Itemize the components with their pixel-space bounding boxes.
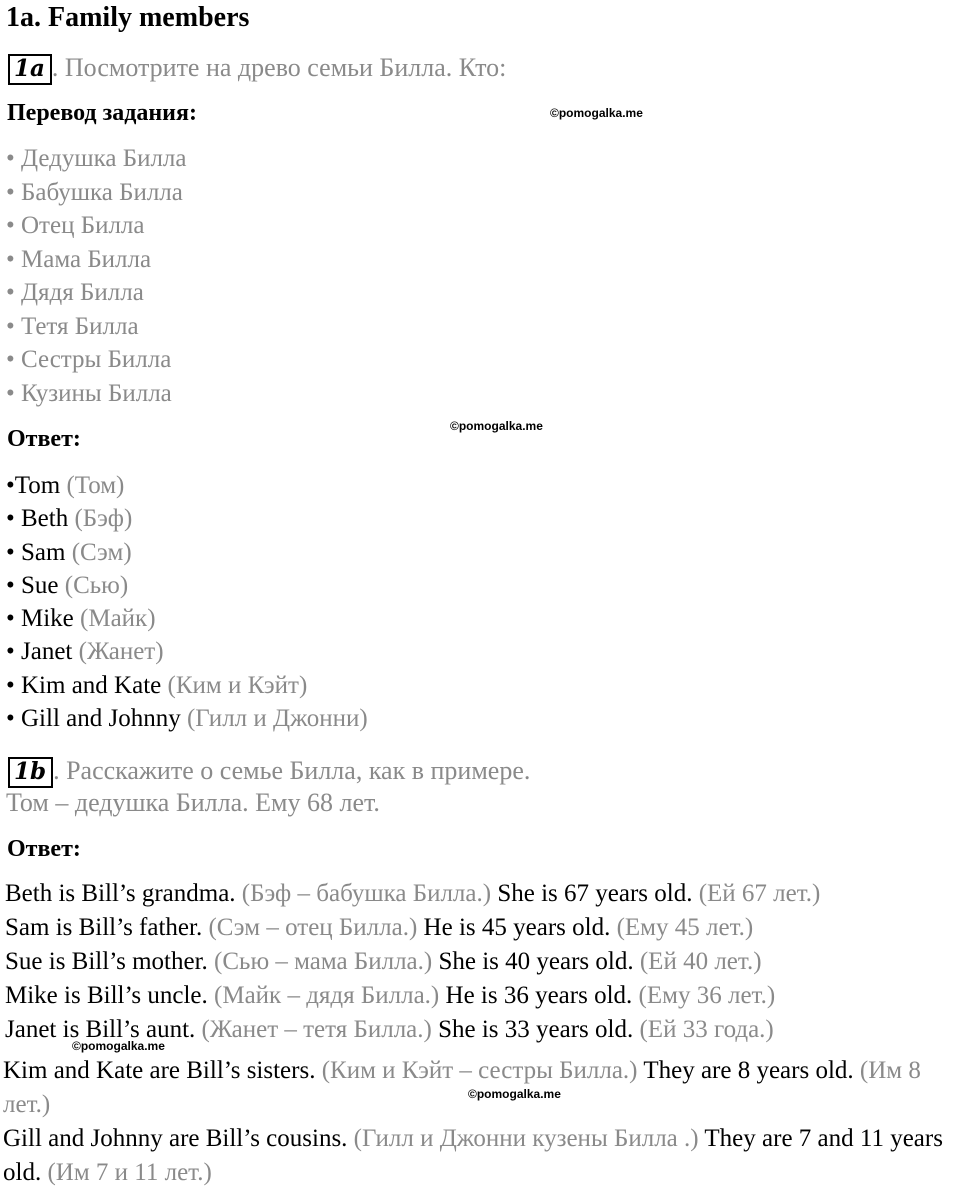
answer-line: Janet is Bill’s aunt. (Жанет – тетя Билла.) She is 33 years old. (Ей 33 года.): [5, 1016, 774, 1043]
answers-1a-list: [6, 469, 368, 735]
task-1a-text: Посмотрите на древо семьи Билла. Кто:: [64, 53, 507, 82]
list-item: • Кузины Билла: [6, 379, 172, 407]
list-item: • Sam (Сэм): [6, 538, 132, 566]
answer-line: Mike is Bill’s uncle. (Майк – дядя Билла.) He is 36 years old. (Ему 36 лет.): [5, 982, 776, 1009]
list-item: • Mike (Майк): [6, 605, 156, 633]
list-item: • Janet (Жанет): [6, 638, 164, 666]
task-badge-1a: 1a: [8, 54, 52, 85]
task-1a-dot: .: [51, 53, 59, 82]
task-1b-example: Том – дедушка Билла. Ему 68 лет.: [6, 788, 380, 817]
list-item: • Тетя Билла: [6, 312, 139, 340]
task-items-list: [6, 142, 187, 410]
task-1b-text: Расскажите о семье Билла, как в примере.: [66, 756, 531, 785]
task-badge-1b: 1b: [8, 757, 53, 788]
translation-heading: Перевод задания:: [7, 100, 197, 126]
answer-heading-1a: Ответ:: [7, 426, 81, 452]
watermark: ©pomogalka.me: [450, 419, 543, 433]
list-item: • Дедушка Билла: [6, 145, 187, 172]
page-title: 1a. Family members: [6, 2, 250, 33]
answer-line: Sam is Bill’s father. (Сэм – отец Билла.) He is 45 years old. (Ему 45 лет.): [5, 914, 754, 941]
list-item: • Бабушка Билла: [6, 178, 183, 206]
list-item: • Sue (Сью): [6, 571, 129, 599]
watermark: ©pomogalka.me: [72, 1039, 165, 1053]
answer-paragraph: Gill and Johnny are Bill’s cousins. (Гилл и Джонни кузены Билла .) They are 7 and 11 years old. (Им 7 и 11 лет.): [3, 1125, 943, 1186]
task-1a: [8, 52, 506, 85]
list-item: • Отец Билла: [6, 212, 145, 239]
watermark: ©pomogalka.me: [468, 1087, 561, 1101]
list-item: • Сестры Билла: [6, 346, 172, 373]
answer-line: Beth is Bill’s grandma. (Бэф – бабушка Билла.) She is 67 years old. (Ей 67 лет.): [5, 880, 821, 907]
list-item: • Мама Билла: [6, 245, 152, 273]
answer-heading-1b: Ответ:: [7, 836, 81, 862]
task-1b-dot: .: [53, 756, 60, 785]
watermark: ©pomogalka.me: [550, 106, 643, 120]
answer-line: Sue is Bill’s mother. (Сью – мама Билла.) She is 40 years old. (Ей 40 лет.): [5, 948, 762, 975]
list-item: • Дядя Билла: [6, 279, 144, 306]
list-item: •Tom (Том): [6, 472, 125, 499]
list-item: • Beth (Бэф): [6, 505, 133, 533]
answer-paragraph: Kim and Kate are Bill’s sisters. (Ким и Кэйт – сестры Билла.) They are 8 years old. (Им 8 лет.): [3, 1057, 921, 1118]
list-item: • Kim and Kate (Ким и Кэйт): [6, 671, 308, 699]
task-1b: [8, 755, 530, 788]
list-item: • Gill and Johnny (Гилл и Джонни): [6, 705, 368, 733]
